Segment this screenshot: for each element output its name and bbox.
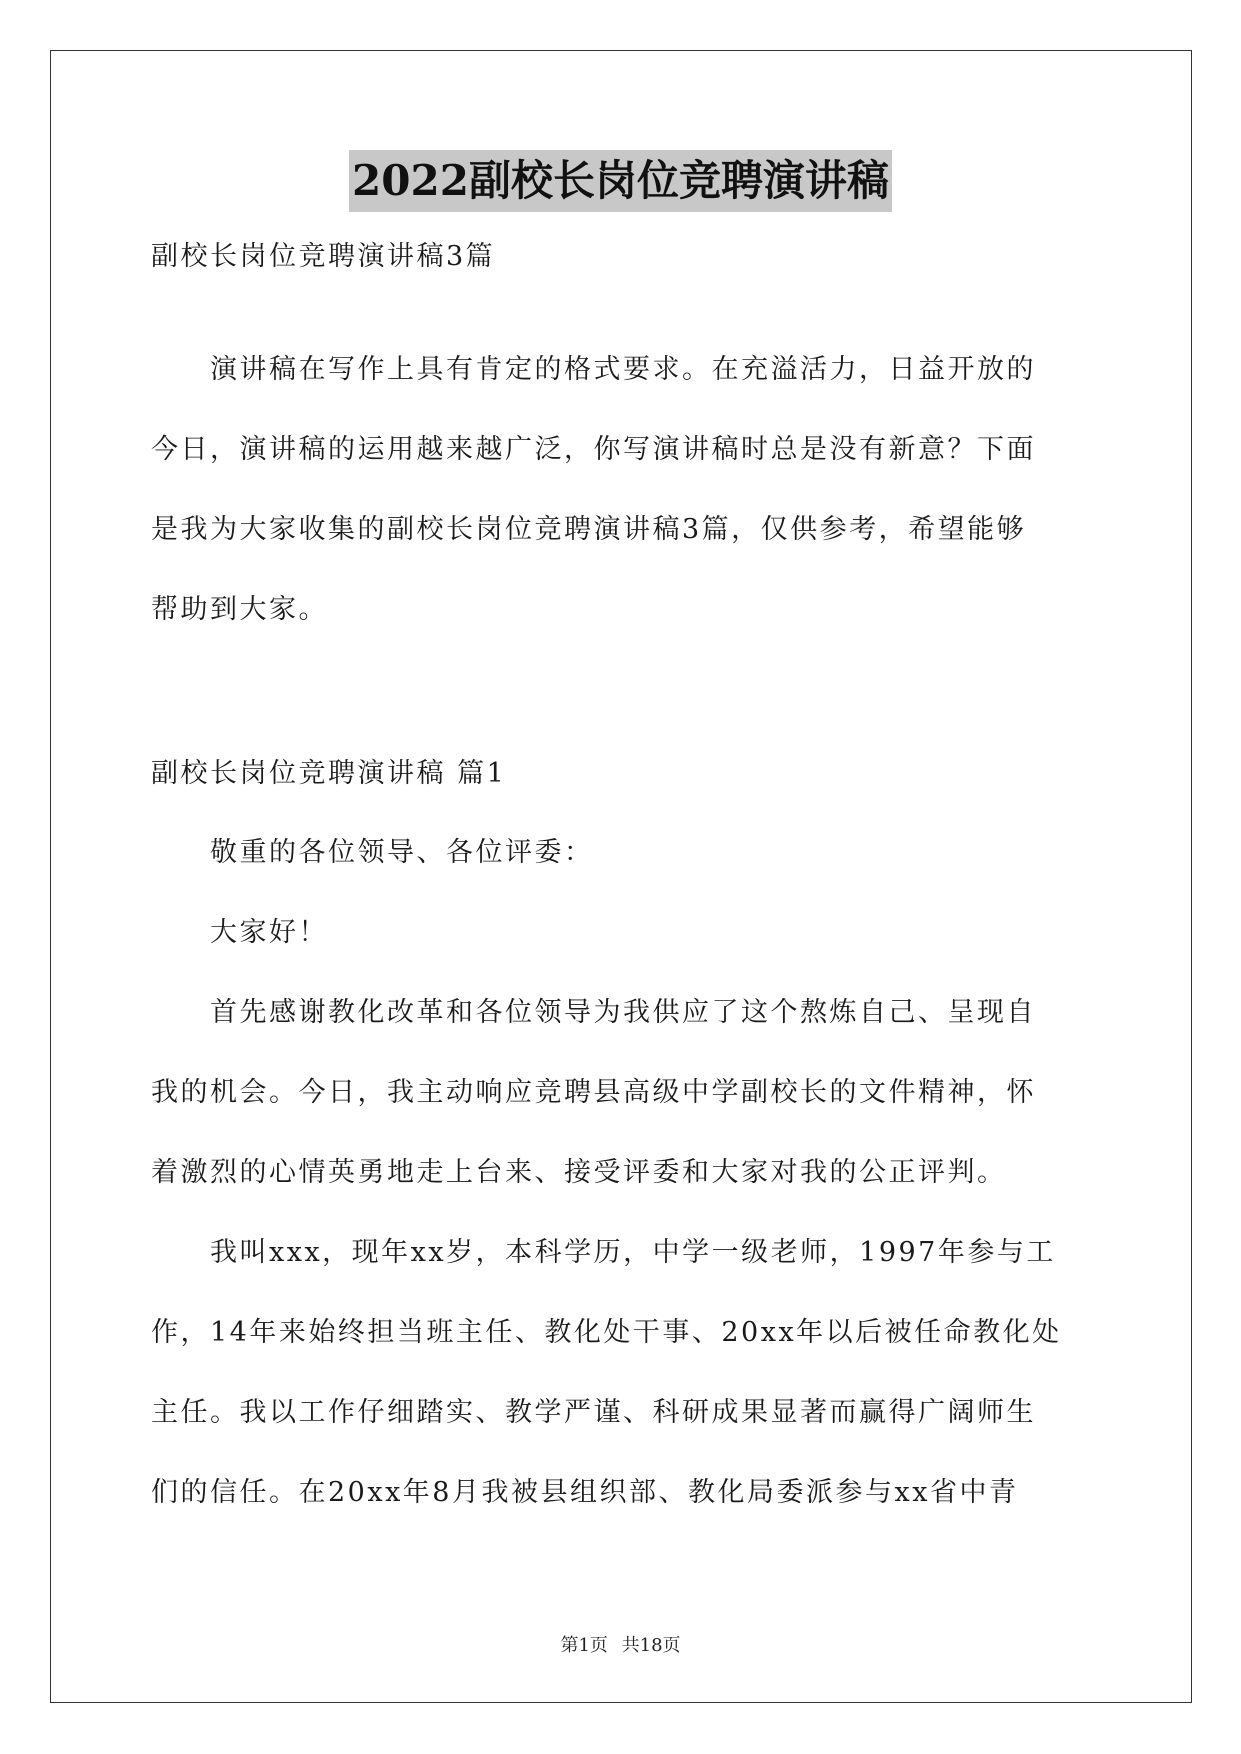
title-wrap xyxy=(0,150,1241,212)
section-heading: 副校长岗位竞聘演讲稿 篇1 xyxy=(151,758,507,789)
paragraph-line: 主任。我以工作仔细踏实、教学严谨、科研成果显著而赢得广阔师生 xyxy=(151,1397,1036,1428)
document-title: 2022副校长岗位竞聘演讲稿 xyxy=(349,150,892,212)
greeting: 大家好！ xyxy=(151,917,328,948)
paragraph-line: 我叫xxx，现年xx岁，本科学历，中学一级老师，1997年参与工 xyxy=(151,1237,1056,1268)
paragraph-line: 我的机会。今日，我主动响应竞聘县高级中学副校长的文件精神，怀 xyxy=(151,1077,1036,1108)
page-footer xyxy=(0,1634,1241,1658)
salutation: 敬重的各位领导、各位评委： xyxy=(151,837,594,868)
paragraph-line: 是我为大家收集的副校长岗位竞聘演讲稿3篇，仅供参考，希望能够 xyxy=(151,514,1027,545)
page-total: 共18页 xyxy=(621,1635,681,1656)
paragraph-line: 们的信任。在20xx年8月我被县组织部、教化局委派参与xx省中青 xyxy=(151,1477,1019,1508)
paragraph-line: 首先感谢教化改革和各位领导为我供应了这个熬炼自己、呈现自 xyxy=(151,997,1036,1028)
paragraph-line: 今日，演讲稿的运用越来越广泛，你写演讲稿时总是没有新意？下面 xyxy=(151,434,1036,465)
page-border xyxy=(50,50,1192,1703)
paragraph-line: 帮助到大家。 xyxy=(151,594,328,625)
paragraph-line: 作，14年来始终担当班主任、教化处干事、20xx年以后被任命教化处 xyxy=(151,1317,1062,1348)
subtitle: 副校长岗位竞聘演讲稿3篇 xyxy=(151,241,496,272)
paragraph-line: 着激烈的心情英勇地走上台来、接受评委和大家对我的公正评判。 xyxy=(151,1157,1007,1188)
paragraph-line: 演讲稿在写作上具有肯定的格式要求。在充溢活力，日益开放的 xyxy=(151,354,1036,385)
page-number: 第1页 xyxy=(560,1635,608,1656)
